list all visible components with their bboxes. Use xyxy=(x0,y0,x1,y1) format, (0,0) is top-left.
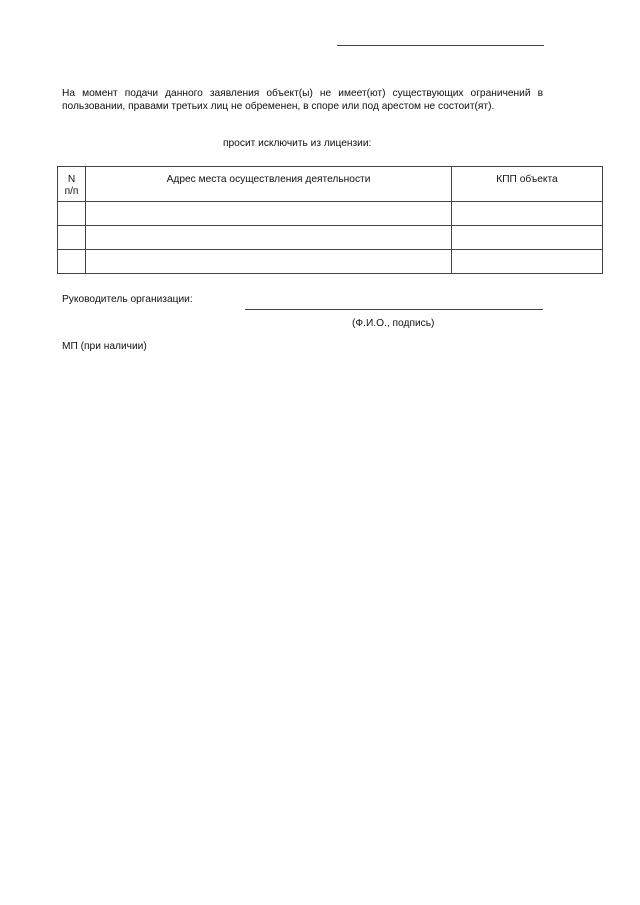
header-kpp-label: КПП объекта xyxy=(496,174,558,185)
table-header-row xyxy=(58,167,603,202)
cell-kpp[interactable] xyxy=(452,250,603,274)
signature-caption: (Ф.И.О., подпись) xyxy=(352,318,435,329)
stamp-label: МП (при наличии) xyxy=(62,341,147,352)
cell-kpp[interactable] xyxy=(452,226,603,250)
signature-line[interactable] xyxy=(245,309,543,310)
statement-line-2: пользовании, правами третьих лиц не обременен, в споре или под арестом не состоит(ят). xyxy=(62,101,495,112)
cell-number[interactable] xyxy=(58,250,86,274)
cell-address[interactable] xyxy=(86,226,452,250)
statement-line-1: На момент подачи данного заявления объект(ы) не имеет(ют) существующих ограничений в xyxy=(62,88,543,99)
top-blank-line xyxy=(337,45,544,46)
header-address-label: Адрес места осуществления деятельности xyxy=(166,174,371,185)
cell-kpp[interactable] xyxy=(452,202,603,226)
signature-label: Руководитель организации: xyxy=(62,294,193,305)
header-number-line2: п/п xyxy=(64,186,79,197)
table-row xyxy=(58,226,603,250)
table-row xyxy=(58,202,603,226)
cell-address[interactable] xyxy=(86,250,452,274)
cell-number[interactable] xyxy=(58,202,86,226)
cell-number[interactable] xyxy=(58,226,86,250)
statement-paragraph xyxy=(62,87,543,113)
objects-table xyxy=(57,166,603,274)
request-text: просит исключить из лицензии: xyxy=(223,138,372,149)
table-row xyxy=(58,250,603,274)
header-kpp xyxy=(452,167,603,202)
header-number xyxy=(58,167,86,202)
header-address xyxy=(86,167,452,202)
header-number-line1: N xyxy=(67,174,76,185)
cell-address[interactable] xyxy=(86,202,452,226)
